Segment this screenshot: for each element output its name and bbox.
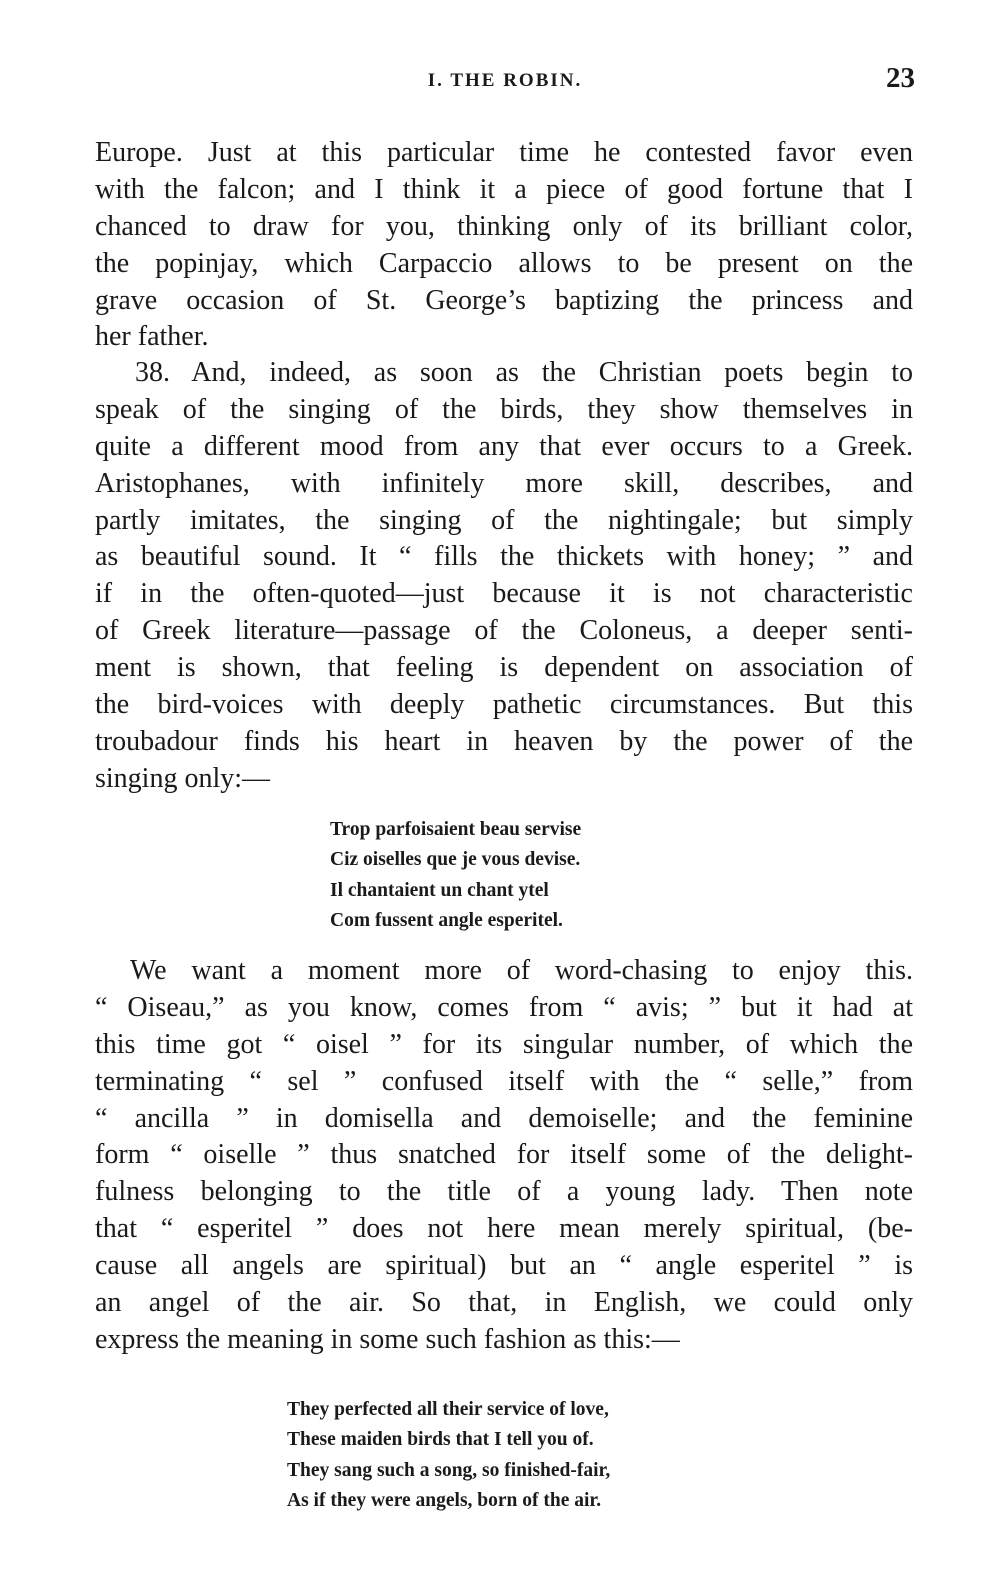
text-line: partly imitates, the singing of the nightingale; but simply bbox=[95, 504, 913, 536]
verse-english bbox=[287, 1395, 610, 1516]
verse-line: They sang such a song, so finished-fair, bbox=[287, 1459, 611, 1481]
verse-line: These maiden birds that I tell you of. bbox=[287, 1429, 594, 1451]
text-line: that “ esperitel ” does not here mean merely spiritual, (be- bbox=[95, 1213, 913, 1245]
verse-line: They perfected all their service of love, bbox=[287, 1399, 609, 1420]
running-title: I. THE ROBIN. bbox=[427, 70, 583, 91]
text-line: her father. bbox=[95, 321, 209, 353]
verse-line: Il chantaient un chant ytel bbox=[330, 879, 549, 901]
text-line: an angel of the air. So that, in English, we could only bbox=[95, 1287, 913, 1319]
verse-line: As if they were angels, born of the air. bbox=[287, 1489, 602, 1511]
text-line: fulness belonging to the title of a young lady. Then note bbox=[95, 1176, 913, 1208]
text-line: speak of the singing of the birds, they show themselves in bbox=[95, 393, 913, 425]
text-line: “ Oiseau,” as you know, comes from “ avis; ” but it had at bbox=[95, 991, 913, 1023]
text-line: express the meaning in some such fashion as this:— bbox=[95, 1323, 680, 1355]
verse-line: Com fussent angle esperitel. bbox=[330, 909, 563, 931]
text-line: We want a moment more of word-chasing to enjoy this. bbox=[130, 955, 913, 986]
text-line: Europe. Just at this particular time he contested favor even bbox=[95, 137, 913, 168]
paragraph-1 bbox=[95, 135, 913, 356]
paragraph-38 bbox=[95, 355, 913, 798]
text-line: with the falcon; and I think it a piece of good fortune that I bbox=[95, 173, 913, 205]
text-line: cause all angels are spiritual) but an “ angle esperitel ” is bbox=[95, 1250, 913, 1282]
page-number: 23 bbox=[886, 62, 915, 94]
text-line: troubadour finds his heart in heaven by the power of the bbox=[95, 725, 913, 757]
text-line: chanced to draw for you, thinking only of its brilliant color, bbox=[95, 210, 913, 242]
text-line: quite a different mood from any that ever occurs to a Greek. bbox=[95, 430, 913, 462]
text-line: of Greek literature—passage of the Coloneus, a deeper senti- bbox=[95, 615, 913, 647]
text-line: this time got “ oisel ” for its singular number, of which the bbox=[95, 1028, 913, 1060]
paragraph-word-chasing bbox=[95, 953, 913, 1359]
text-line: as beautiful sound. It “ fills the thickets with honey; ” and bbox=[95, 541, 913, 573]
text-line: grave occasion of St. George’s baptizing the princess and bbox=[95, 284, 913, 316]
text-line: if in the often-quoted—just because it is not characteristic bbox=[95, 578, 913, 610]
verse-old-french bbox=[330, 815, 581, 936]
text-line: 38. And, indeed, as soon as the Christian poets begin to bbox=[135, 357, 913, 388]
text-line: singing only:— bbox=[95, 762, 271, 794]
text-line: Aristophanes, with infinitely more skill, describes, and bbox=[95, 467, 913, 499]
verse-line: Trop parfoisaient beau servise bbox=[330, 819, 582, 840]
text-line: ment is shown, that feeling is dependent on association of bbox=[95, 652, 913, 684]
running-head bbox=[95, 62, 915, 98]
text-line: form “ oiselle ” thus snatched for itself some of the delight- bbox=[95, 1139, 913, 1171]
text-line: the bird-voices with deeply pathetic circumstances. But this bbox=[95, 689, 913, 721]
text-line: terminating “ sel ” confused itself with the “ selle,” from bbox=[95, 1065, 913, 1097]
text-line: the popinjay, which Carpaccio allows to be present on the bbox=[95, 247, 913, 279]
verse-line: Ciz oiselles que je vous devise. bbox=[330, 849, 581, 871]
text-line: “ ancilla ” in domisella and demoiselle; and the feminine bbox=[95, 1102, 913, 1134]
